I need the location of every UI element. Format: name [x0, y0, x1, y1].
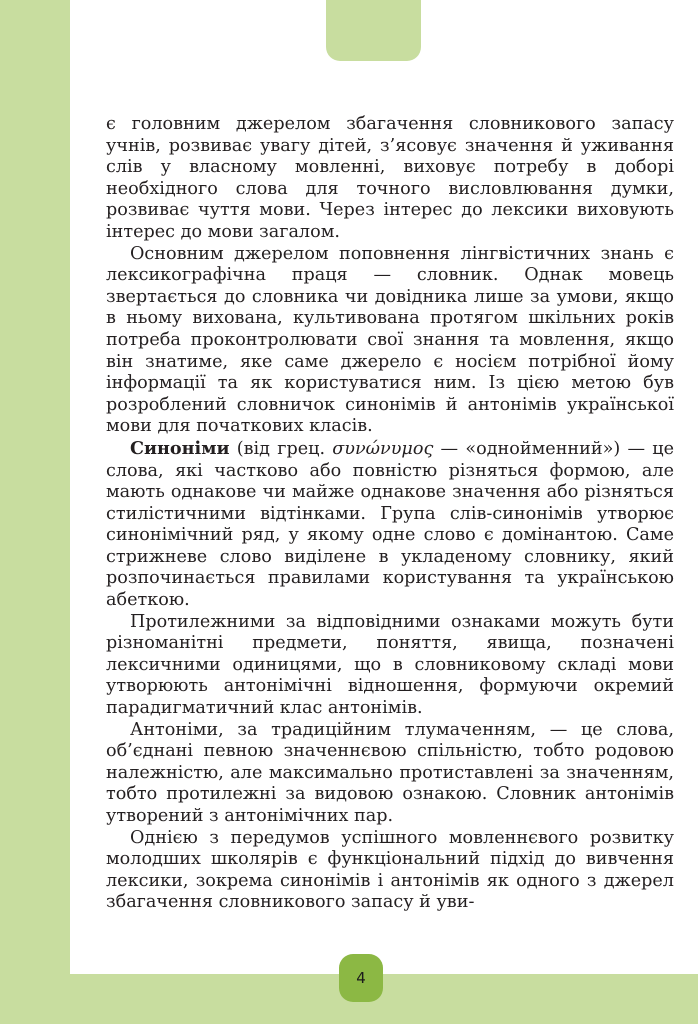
paragraph-3-part-1: (від грец. — [229, 438, 333, 459]
paragraph-2: Основним джерелом поповнення лінгвістичних знань є лексикографічна праця — словник. Однак мовець звертається до словника чи довідника лише за умови, якщо в ньому вихована, культивована протягом шкільних років потреба проконтролювати свої знання та мовлення, якщо він знатиме, яке саме джерело є носієм потрібної йому інформації та як користуватися ним. Із цією метою був розроблений словничок синонімів й антонімів української мови для початкових класів. — [106, 243, 674, 437]
paragraph-3-part-2: — «однойменний») — це слова, які частково або повністю різняться формою, але мають однакове чи майже однакове значення або різняться стилістичними відтінками. Група слів-синонімів утворює синонімічний ряд, у якому одне слово є домінантою. Саме стрижневе слово виділене в укладеному словнику, який розпочинається правилами користування та українською абеткою. — [106, 438, 674, 611]
paragraph-4: Протилежними за відповідними ознаками можуть бути різноманітні предмети, поняття, явища, позначені лексичними одиницями, що в словниковому складі мови утворюють антонімічні відношення, формуючи окремий парадигматичний клас антонімів. — [106, 611, 674, 719]
page-number: 4 — [339, 954, 383, 1002]
body-text — [106, 114, 674, 914]
top-tab-decoration — [326, 0, 421, 61]
term-synonyms: Синоніми — [130, 437, 230, 459]
paragraph-6: Однією з передумов успішного мовленнєвого розвитку молодших школярів є функціональний підхід до вивчення лексики, зокрема синонімів і антонімів як одного з джерел збагачення словникового запасу й уви- — [106, 827, 674, 913]
paragraph-1: є головним джерелом збагачення словникового запасу учнів, розвиває увагу дітей, з’ясовує значення й уживання слів у власному мовленні, виховує потребу в доборі необхідного слова для точного висловлювання думки, розвиває чуття мови. Через інтерес до лексики виховують інтерес до мови загалом. — [106, 114, 674, 242]
paragraph-5: Антоніми, за традиційним тлумаченням, — це слова, об’єднані певною значеннєвою спільністю, тобто родовою належністю, але максимально протиставлені за значенням, тобто протилежні за видовою ознакою. Словник антонімів утворений з антонімічних пар. — [106, 719, 674, 826]
paragraph-3 — [106, 438, 674, 612]
greek-word: συνώνυμος — [332, 438, 434, 459]
